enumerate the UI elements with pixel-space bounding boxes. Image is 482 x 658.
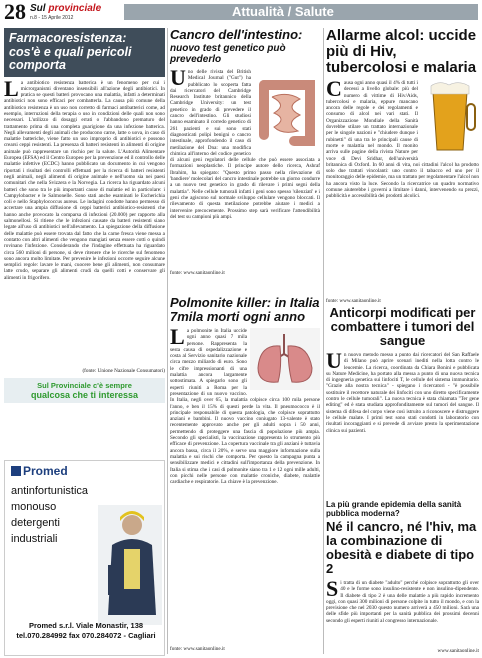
promo-line-1: Sul Provinciale c'è sempre [37,380,132,390]
article-source: (fonte: Unione Nazionale Consumatori) [82,367,165,374]
column-divider [167,28,168,654]
page-number: 28 [4,0,26,24]
article-body: Un nuovo metodo messo a punto dai ricercatori del San Raffaele di Milano può aprire scenari inediti nella lotta contro le leucemie. La ricerca, coordinata da Chiara Bonini e pubblicata su Nature Medicine, ha portato alla messa a punto di una nuova tecnica di ingegneria genetica sui linfociti T, le cellule del sistema immunitario. "Grazie alla nostra tecnica" - spiegano i ricercatori - "è possibile sostituire il recettore naturale dei linfociti con uno diretto specificamente contro le cellule tumorali". La nuova tecnica è stata chiamata "Ter gene editing" ed è stata studiata approfonditamente sul tumori del sangue. Il sistema di difesa del corpo viene così istruito a riconoscere e distruggere le cellule malate. I primi test sono stati condotti in laboratorio con risultati incoraggianti e si prevede di avviare presto la sperimentazione clinica sui pazienti. [326,352,479,434]
drop-cap: L [4,79,19,101]
ad-product: industriali [11,533,58,545]
beer-glass-icon [421,80,479,154]
ad-product: antinfortunistica [11,485,89,497]
drop-cap: U [326,352,342,373]
ad-brand: Promed [11,464,68,478]
promed-advertisement[interactable] [4,460,165,656]
lungs-icon [250,328,320,390]
section-title: Attualità / Salute [124,4,478,20]
article-title: Anticorpi modificati per combattere i tumori del sangue [329,305,476,348]
page-header [0,0,482,26]
article-title: Allarme alcol: uccide più di Hiv, tubercolosi e malaria [326,27,477,76]
article-kicker: La più grande epidemia della sanità pubblica moderna? [326,500,462,518]
drop-cap: S [326,580,339,601]
article-source: fonte: www.sanitaonline.it [170,646,225,652]
article-subtitle: nuovo test genetico può prevederlo [170,43,286,65]
article-alcol [326,28,479,304]
article-farmacoresistenza [4,28,165,403]
issue-date: n.8 - 15 Aprile 2012 [30,15,74,21]
article-cancro-intestino [170,28,320,276]
publication-logo: Sul provinciale [30,3,102,14]
intestine-icon [254,73,320,153]
drop-cap: L [170,328,185,349]
article-body: La antibiotico resistenza batterica è un fenomeno per cui i microrganismi diventano insensibili all'azione degli antibiotici. In pratica se questi batteri provocano una malattia, infatti a determinati antibiotici non sono efficaci per combatterla. La causa più comune della antibiotico resistenza è un uso non corretto di farmaci antibatterici come, ad esempio, interruzioni della terapia o uso in condizioni delle quali non sono necessari. L'utilizzo di dosaggi errati o l'abbandono prematuro del trattamento prima di una completa guarigione da una infezione batterica. Negli allevamenti degli animali che producono carne, latte o uova, in caso di malattie batteriche, viene fatto un uso improprio di antibiotici e possono crearsi ceppi resistenti. La presenza di batteri resistenti in alimenti di origine animale può rappresentare un rischio per la salute. L'Autorità Alimentare Europea (EFSA) ed il Centro Europeo per la prevenzione ed il controllo delle malattie infettive (ECDC) hanno pubblicato un documento in cui vengono riportati i risultati dei controlli effettuati per la ricerca di batteri resistenti negli animali, negli alimenti di origine animale e nell'uomo sia nei paesi comunitari che nella Svizzera e la Norvegia. La ricerca ha riguardato alcuni batteri che sono tra le più importanti cause di malattie ed in particolare: i Campylobacter e le Salmonelle. Sono stati anche esaminati le Escherichia coli e nello Staphylococcus aureus. Le indagini condotte hanno permesso di accertare una ampia diffusione di ceppi batterici antibiotico-resistenti che hanno anche provocato la comparsa di infezioni (20.000) per rapporto alla salmonellosi. Si ritiene che le infezioni causate da batteri resistenti siano legate all'uso di antibiotici nell'allevamento. La spiegazione della diffusione delle malattie può essere trovata dal fatto che la carne fresca viene messa a contatto con altri alimenti che vengono mangiati senza essere cotti o quindi rovinano l'infezione. Considerando che l'indagine effettuata ha riguardato circa 560 milioni di persone, si deve ritenere che le ricerche sul fenomeno sono ancora molto limitate. Per prevenire le infezioni occorre seguire alcune semplici regole: lavare le mani, cuocere bene gli alimenti, non consumare latte crudo, separare gli alimenti crudi da quelli cotti e conservare gli alimenti in frigorifero. [4,79,165,281]
article-body: Uno delle rivista del British Medical Journal ("Gut") ha pubblicato lo scoperta fatta dai ricercatori del Cambridge Research Institute britannico della Cambridge University: un test genetico in grado di prevedere il cancro dell'intestino. Gli studiosi hanno esaminato il corredo genetico di 261 pazienti e sui sono stati diagnosticati polipi benigni o cancro intestinale, approfondendo il caso di metilazione del Dna: una modifica chimica all'interno del codice genetico di alcuni geni regolatori delle cellule che può essere associata a formazioni neoplastiche. Il principe autore dello ricerca, Ashraf Ibrahim, ha spiegato: "Questo primo passo nella rilevazione di 'bandiere' molecolari del cancro intestinale potrebbe un giorno condurre a un nuovo test genetico in grado di rilevare i primi segni della malattia". Nelle cellule tumorali infatti i geni sono spesso 'silenziati' e i geni che agiscono sul normale sviluppo cellulare vengono bloccati. Il rilevamento di questa metilazione potrebbe aiutare i medici a intervenire precocemente. Prossimo step sarà verificare l'attendibilità del test su campioni più ampi. [170,69,320,220]
article-title: Farmacoresistenza: cos'è e quali pericoli comporta [9,31,132,72]
ad-address: Promed s.r.l. Viale Monastir, 138 tel.070.284992 fax 070.284072 - Cagliari [16,621,156,640]
promo-banner [4,378,165,403]
article-title: Né il cancro, né l'hiv, ma la combinazione di obesità e diabete di tipo 2 [326,519,477,576]
article-anticorpi [326,306,479,522]
article-title: Polmonite killer: in Italia 7mila morti ogni anno [170,295,320,324]
worker-photo-icon [98,505,162,625]
article-body: Causa ogni anno quasi il 4% di tutti i decessi a livello globale: più del numero di vittime di Hiv/Aids, tubercolosi e malaria, eppure mancano ancora delle regole e dei regolamenti e consumo di alcol nei vari stati. Il Organizzazione Mondiale della Sanità dovrebbe stilare un trattato internazionale per le singole nazioni e "chiudere dunque i rubinetti" di una tra le principali cause di morte e malattia nel mondo. Il monito arriva sulle pagine della rivista Nature per voce di Devi Sridhar, dell'università britannica di Oxford. In 60 anni di vita, noi cittadini l'alcol ha prodotto solo due trattati vincolanti: uno contro il tabacco ed uno per il monitoraggio delle epidemie, ma un trattato per regolamentare l'alcol non ha ancora visto la luce. Secondo la ricercatrice un quadro normativo comune aiuterebbe i governi a limitare i danni, intervenendo su prezzi, pubblicità e accessibilità dei prodotti alcolici. [326,80,479,200]
brand-logo-icon [11,466,21,476]
article-source: www.sanitaonline.it [437,648,479,654]
article-polmonite [170,296,320,653]
promo-line-2: qualcosa che ti interessa [30,389,139,400]
article-body: La polmonite in Italia uccide ogni anno quasi 7 mila persone. Rappresenta la sesta causa di ospedalizzazione e costa al Servizio sanitario nazionale circa mezzo miliardo di euro. Sono le cifre impressionanti di una malattia ancora largamente sottostimata. A spiegarlo sono gli esperti riuniti a Roma per la presentazione di un nuovo vaccino. In Italia, negli over 65, la malattia colpisce circa 100 mila persone l'anno, e ben il 15% di questi perde la vita. Il pneumococco è il principale responsabile di questa patologia, che colpisce soprattutto anziani e bambini. Il nuovo vaccino coniugato 13-valente è stato recentemente approvato anche per gli adulti sopra i 50 anni, permettendo di proteggere una fascia di popolazione più ampia. Secondo gli specialisti, la vaccinazione rappresenta lo strumento più efficace di prevenzione. La copertura vaccinale tra gli anziani è tuttavia ancora bassa, circa il 20%, e serve una maggiore informazione sulla malattia e sui rischi che comporta. Per questo la campagna punta a sensibilizzare medici e cittadini sull'importanza della prevenzione. In Italia si stima che i casi di polmonite siano tra 1 e 12 ogni mille adulti, con picchi nelle persone con malattie croniche, diabete, malattie cardiache e respiratorie. La chiave è la prevenzione. [170,328,320,486]
article-diabete [326,500,479,658]
article-source: fonte: www.sanitaonline.it [170,270,225,276]
ad-products [11,483,88,547]
drop-cap: C [326,80,342,101]
article-body: Si tratta di un diabete "adulto" perché colpisce soprattutto gli over 40 e le forme sono insulino-resistente e non insulino-dipendente. Il diabete di tipo 2 è una delle malattie a più rapido incremento oggi, con quasi 300 milioni di persone colpite in tutto il mondo, e con la previsione che nel 2030 questo numero arriverà a 450 milioni. Sarà una delle sfide più importanti per la sanità pubblica dei prossimi decenni secondo gli esperti riuniti al congresso internazionale. [326,580,479,624]
column-divider [323,28,324,654]
article-title: Cancro dell'intestino: [170,27,303,42]
ad-product: detergenti [11,517,60,529]
ad-product: monouso [11,501,57,513]
article-title-box [4,28,165,77]
drop-cap: U [170,69,186,90]
article-source: fonte: www.sanitaonline.it [326,298,381,304]
